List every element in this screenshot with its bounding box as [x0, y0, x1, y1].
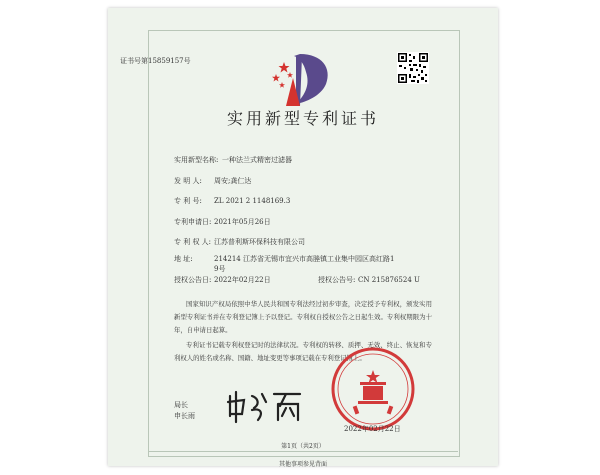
field-inventors [174, 176, 251, 186]
cnipa-logo-icon [266, 48, 338, 110]
field-patentee [174, 237, 305, 247]
field-label: 发 明 人: [174, 177, 202, 185]
officer-title [174, 400, 195, 422]
certificate-sheet [108, 8, 498, 466]
field-value: 江苏普利斯环保科技有限公司 [214, 238, 305, 246]
field-label: 地 址: [174, 255, 193, 263]
field-value: 周安;龚仁达 [214, 177, 252, 185]
director-signature [224, 386, 304, 426]
field-value-publication: CN 215876524 U [358, 276, 420, 284]
certificate-title: 实用新型专利证书 [226, 109, 379, 128]
field-value: 2022年02月22日 [214, 276, 271, 284]
field-patent-number [174, 196, 290, 206]
field-value: 一种法兰式精密过滤器 [222, 156, 292, 164]
officer-line1: 局长 [174, 401, 188, 409]
certificate-number: 证书号第15859157号 [120, 57, 191, 65]
field-label: 专 利 权 人: [174, 238, 212, 246]
field-label-publication: 授权公告号: [318, 276, 356, 284]
field-value: ZL 2021 2 1148169.3 [214, 197, 291, 205]
field-address [174, 254, 394, 264]
paragraph-grant-statement: 国家知识产权局依照中华人民共和国专利法经过初步审查，决定授予专利权，颁发实用新型专利证书并在专利登记簿上予以登记。专利权自授权公告之日起生效。专利权期限为十年，自申请日起算。 [174, 300, 432, 334]
footer-note: 其他事项参见背面 [278, 461, 327, 468]
seal-date: 2022年02月22日 [344, 425, 401, 433]
field-address-line2: 9号 [214, 265, 226, 273]
field-filing-date [174, 217, 271, 227]
field-grant-date [174, 275, 420, 285]
bottom-rule [148, 451, 458, 452]
field-value: 2021年05月26日 [214, 218, 271, 226]
official-seal [330, 346, 416, 432]
field-label: 专利申请日: [174, 218, 212, 226]
field-label: 授权公告日: [174, 276, 212, 284]
page-number: 第1页（共2页） [281, 443, 325, 450]
qr-code[interactable] [397, 52, 429, 84]
paragraph-legal-status: 专利证书记载专利权登记时的法律状况。专利权的转移、质押、无效、终止、恢复和专利权人的姓名或名称、国籍、地址变更等事项记载在专利登记簿上。 [174, 341, 432, 362]
field-value: 214214 江苏省无锡市宜兴市高塍镇工业集中园区高红路1 [214, 255, 395, 263]
officer-line2: 申长雨 [174, 412, 195, 420]
field-label: 实用新型名称: [174, 156, 219, 164]
field-utility-name [174, 155, 292, 165]
field-label: 专 利 号: [174, 197, 202, 205]
